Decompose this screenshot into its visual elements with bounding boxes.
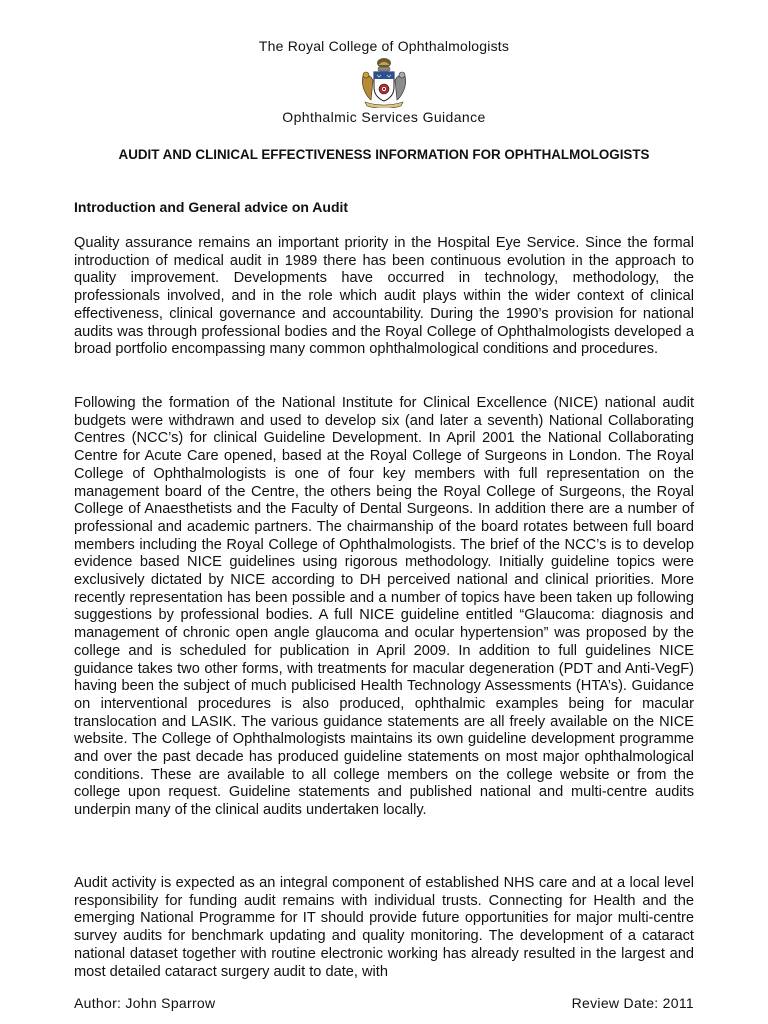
paragraph-3: Audit activity is expected as an integral component of established NHS care and at a local level responsibility for funding audit remains with individual trusts. Connecting for Health and the emerging National Programme for IT should provide future opportunities for major multi-centre survey audits for benchmark updating and quality monitoring. The development of a cataract national dataset together with routine electronic working has already resulted in the largest and most detailed cataract surgery audit to date, with: [74, 875, 694, 980]
footer-review-date: Review Date: 2011: [571, 995, 694, 1011]
coat-of-arms-icon: [359, 56, 409, 108]
footer-author: Author: John Sparrow: [74, 995, 216, 1011]
paragraph-2: Following the formation of the National Institute for Clinical Excellence (NICE) national audit budgets were withdrawn and used to develop six (and later a seventh) National Collaborating Centres (NCC’s) for clinical Guideline Development. In April 2001 the National Collaborating Centre for Acute Care opened, based at the Royal College of Surgeons in London. The Royal College of Ophthalmologists is one of four key members with full representation on the management board of the Centre, the others being the Royal College of Surgeons, the Royal College of Anaesthetists and the Faculty of Dental Surgeons. In addition there are a number of professional and academic partners. The chairmanship of the board rotates between full board members including the Royal College of Ophthalmologists. The brief of the NCC’s is to develop evidence based NICE guidelines using rigorous methodology. Initially guideline topics were exclusively dictated by NICE according to DH perceived national and clinical priorities. More recently representation has been possible and a number of topics have been taken up following suggestions by professional bodies. A full NICE guideline entitled “Glaucoma: diagnosis and management of chronic open angle glaucoma and ocular hypertension” was proposed by the college and is scheduled for publication in April 2009. In addition to full guidelines NICE guidance takes two other forms, with treatments for macular degeneration (PDT and Anti-VegF) having been the subject of much publicised Health Technology Assessments (HTA’s). Guidance on interventional procedures is also produced, ophthalmic examples being for macular translocation and LASIK. The various guidance statements are all freely available on the NICE website. The College of Ophthalmologists maintains its own guideline development programme and over the past decade has produced guideline statements on most major ophthalmological conditions. These are available to all college members on the college website or from the college upon request. Guideline statements and published national and multi-centre audits underpin many of the clinical audits undertaken locally.: [74, 395, 694, 819]
document-page: [74, 0, 694, 1024]
paragraph-1: Quality assurance remains an important priority in the Hospital Eye Service. Since the formal introduction of medical audit in 1989 there has been continuous evolution in the approach to quality improvement. Developments have occurred in technology, methodology, the professionals involved, and in the role which audit plays within the wider context of clinical effectiveness, clinical governance and accountability. During the 1990’s provision for national audits was through professional bodies and the Royal College of Ophthalmologists developed a broad portfolio encompassing many common ophthalmological conditions and procedures.: [74, 235, 694, 358]
section-heading: Introduction and General advice on Audit: [74, 199, 349, 215]
guidance-line: Ophthalmic Services Guidance: [282, 109, 486, 125]
college-name: The Royal College of Ophthalmologists: [258, 38, 510, 54]
document-title: AUDIT AND CLINICAL EFFECTIVENESS INFORMATION FOR OPHTHALMOLOGISTS: [118, 147, 650, 162]
